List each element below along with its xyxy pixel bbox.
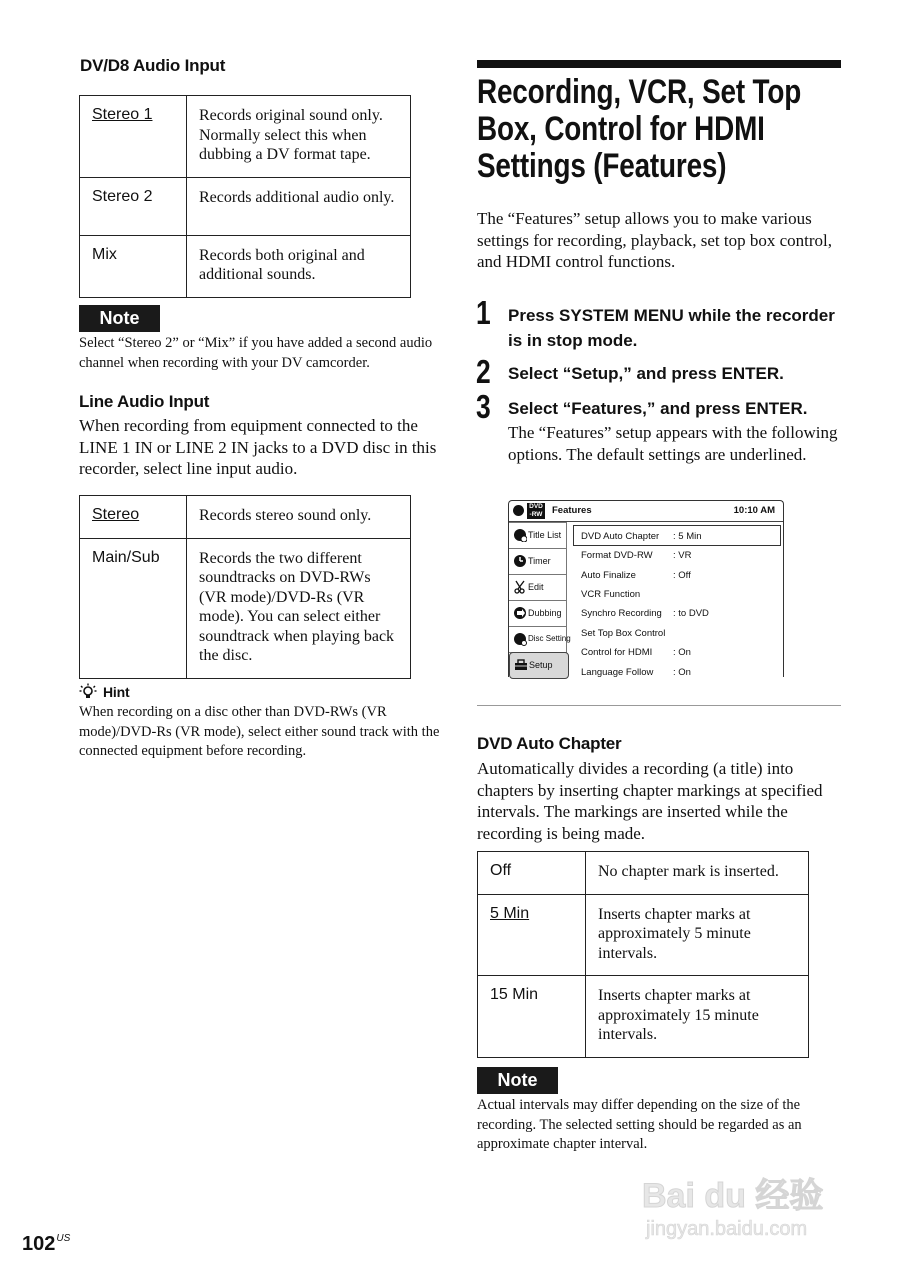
hint-label: Hint	[103, 684, 130, 700]
note-text: Actual intervals may differ depending on the size of the recording. The selected setting should be regarded as an approximate chapter interval.	[477, 1097, 802, 1152]
title-list-icon	[513, 528, 527, 542]
step-text: Select “Setup,” and press ENTER.	[508, 364, 784, 383]
features-intro: The “Features” setup allows you to make various settings for recording, playback, set top box control, and HDMI control functions.	[477, 209, 833, 271]
table-row	[80, 538, 411, 678]
dvd-auto-chapter-body: Automatically divides a recording (a title) into chapters by inserting chapter markings at specified intervals. The markings are inserted while the recording is being made.	[477, 759, 823, 843]
dvd-auto-chapter-table	[477, 851, 809, 1058]
sidebar-item-title-list[interactable]: Title List	[509, 522, 567, 549]
line-audio-input-body: When recording from equipment connected to the LINE 1 IN or LINE 2 IN jacks to a DVD disc in this recorder, select line input audio.	[79, 416, 437, 478]
disc-icon	[513, 505, 524, 516]
note-text: Select “Stereo 2” or “Mix” if you have added a second audio channel when recording with your DV camcorder.	[79, 335, 433, 371]
option-name: Stereo 1	[92, 106, 153, 123]
line-audio-input-heading: Line Audio Input	[79, 392, 210, 411]
baidu-watermark	[642, 1162, 862, 1252]
table-row	[80, 96, 411, 178]
step-number: 2	[476, 353, 491, 390]
features-menu-screen	[508, 500, 784, 677]
table-row	[478, 852, 809, 895]
note-label: Note	[477, 1067, 558, 1094]
step-number: 3	[476, 388, 491, 425]
scissors-icon	[513, 580, 527, 594]
menu-row-set-top-box-control[interactable]: Set Top Box Control	[581, 628, 666, 639]
table-row	[80, 496, 411, 539]
line-audio-input-table	[79, 495, 411, 679]
menu-row-format-dvd-rw[interactable]: Format DVD-RW : VR	[581, 550, 692, 561]
dv-audio-input-heading: DV/D8 Audio Input	[80, 56, 226, 75]
option-name: Stereo 2	[80, 177, 187, 235]
dv-audio-input-table	[79, 95, 411, 298]
dubbing-icon	[513, 606, 527, 620]
table-row	[80, 235, 411, 297]
screen-title: Features	[552, 505, 592, 516]
toolbox-icon	[514, 658, 528, 672]
menu-row-dvd-auto-chapter[interactable]: DVD Auto Chapter : 5 Min	[581, 531, 702, 542]
option-description: Records the two different soundtracks on DVD-RWs (VR mode)/DVD-Rs (VR mode). You can select either soundtrack when playing back the disc.	[187, 538, 411, 678]
table-row	[478, 976, 809, 1058]
menu-row-vcr-function[interactable]: VCR Function	[581, 589, 641, 600]
screen-clock: 10:10 AM	[733, 505, 775, 516]
note-label: Note	[79, 305, 160, 332]
screen-title-bar	[509, 501, 783, 522]
option-name: 15 Min	[478, 976, 586, 1058]
menu-row-auto-finalize[interactable]: Auto Finalize : Off	[581, 570, 691, 581]
watermark-brand: Bai du 经验	[642, 1177, 824, 1215]
option-name: Mix	[80, 235, 187, 297]
lightbulb-icon	[79, 683, 99, 701]
option-description: Records stereo sound only.	[187, 496, 411, 539]
option-description: Records additional audio only.	[187, 177, 411, 235]
page-number: $102^{US}$	[22, 1233, 71, 1255]
option-name: Off	[478, 852, 586, 895]
option-description: Inserts chapter marks at approximately 5 minute intervals.	[586, 894, 809, 976]
step-text: Press SYSTEM MENU while the recorder is in stop mode.	[508, 306, 835, 350]
sidebar-item-dubbing[interactable]: Dubbing	[509, 600, 567, 627]
option-description: Inserts chapter marks at approximately 15 minute intervals.	[586, 976, 809, 1058]
section-rule	[477, 60, 841, 68]
table-row	[80, 177, 411, 235]
option-description: Records original sound only. Normally select this when dubbing a DV format tape.	[187, 96, 411, 178]
menu-row-synchro-recording[interactable]: Synchro Recording : to DVD	[581, 608, 709, 619]
disc-setting-icon	[513, 632, 527, 646]
watermark-url: jingyan.baidu.com	[646, 1218, 808, 1240]
clock-icon	[513, 554, 527, 568]
divider	[477, 705, 841, 706]
menu-row-language-follow[interactable]: Language Follow : On	[581, 667, 691, 678]
option-name: Main/Sub	[80, 538, 187, 678]
table-row	[478, 894, 809, 976]
step-number: 1	[476, 294, 491, 331]
dvd-auto-chapter-heading: DVD Auto Chapter	[477, 734, 622, 753]
step3-detail: The “Features” setup appears with the following options. The default settings are underlined.	[508, 423, 838, 464]
menu-row-control-for-hdmi[interactable]: Control for HDMI : On	[581, 647, 691, 658]
option-description: No chapter mark is inserted.	[586, 852, 809, 895]
option-description: Records both original and additional sounds.	[187, 235, 411, 297]
option-name: Stereo	[92, 506, 140, 523]
section-title: Recording, VCR, Set Top Box, Control for HDMI Settings (Features)	[477, 73, 802, 185]
step-text: Select “Features,” and press ENTER.	[508, 399, 808, 418]
sidebar-item-timer[interactable]: Timer	[509, 548, 567, 575]
disc-type-badge: DVD -RW	[527, 503, 545, 519]
sidebar-item-disc-setting[interactable]: Disc Setting	[509, 626, 567, 653]
sidebar-item-setup[interactable]: Setup	[509, 652, 569, 679]
sidebar-item-edit[interactable]: Edit	[509, 574, 567, 601]
option-name: 5 Min	[490, 904, 530, 922]
hint-text: When recording on a disc other than DVD-RWs (VR mode)/DVD-Rs (VR mode), select either sound track with the connected equipment before recording.	[79, 704, 440, 759]
